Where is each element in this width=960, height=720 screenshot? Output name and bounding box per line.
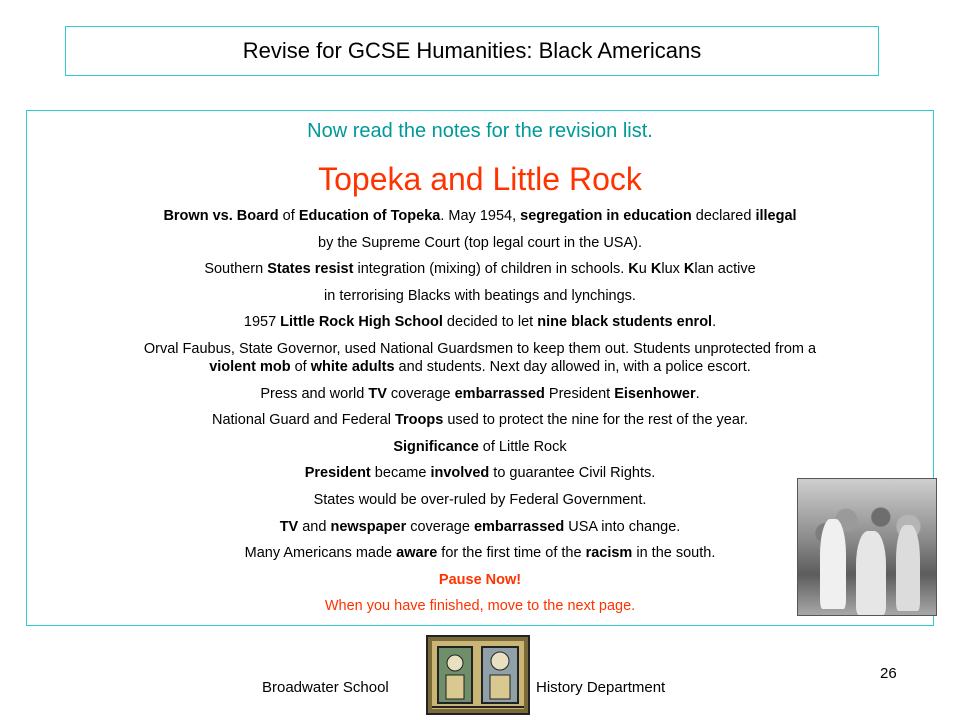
intro-text: Now read the notes for the revision list. (307, 120, 653, 142)
notes-lines (33, 207, 927, 624)
school-logo (426, 635, 530, 715)
note-line: Press and world TV coverage embarrassed President Eisenhower. (260, 385, 700, 402)
note-line: States would be over-ruled by Federal Government. (313, 491, 647, 508)
footer-department: History Department (536, 679, 666, 696)
pause-now-text: Pause Now! (438, 571, 522, 588)
note-line: Brown vs. Board of Education of Topeka. May 1954, segregation in education declared illegal (163, 208, 797, 224)
slide-title-text: Revise for GCSE Humanities: Black Americans (242, 38, 702, 63)
note-line: President became involved to guarantee Civil Rights. (304, 465, 656, 482)
note-line: 1957 Little Rock High School decided to let nine black students enrol. (243, 314, 717, 331)
footer-school: Broadwater School (262, 679, 389, 696)
note-line: violent mob of white adults and students. Next day allowed in, with a police escort. (209, 358, 751, 375)
note-line: National Guard and Federal Troops used to protect the nine for the rest of the year. (211, 412, 748, 429)
finish-instruction: When you have finished, move to the next page. (324, 598, 636, 615)
little-rock-photo (797, 478, 937, 616)
note-line: Orval Faubus, State Governor, used National Guardsmen to keep them out. Students unprotected from a (143, 340, 817, 357)
note-line: TV and newspaper coverage embarrassed USA into change. (279, 518, 681, 535)
slide-title (65, 26, 879, 76)
note-line: Many Americans made aware for the first time of the racism in the south. (244, 545, 716, 562)
note-line: in terrorising Blacks with beatings and lynchings. (324, 287, 636, 304)
note-line: by the Supreme Court (top legal court in the USA). (318, 234, 642, 251)
note-line: Southern States resist integration (mixing) of children in schools. Ku Klux Klan active (204, 261, 756, 278)
section-heading: Topeka and Little Rock (318, 161, 642, 197)
note-line: Significance of Little Rock (393, 438, 567, 455)
page-number: 26 (880, 665, 897, 682)
